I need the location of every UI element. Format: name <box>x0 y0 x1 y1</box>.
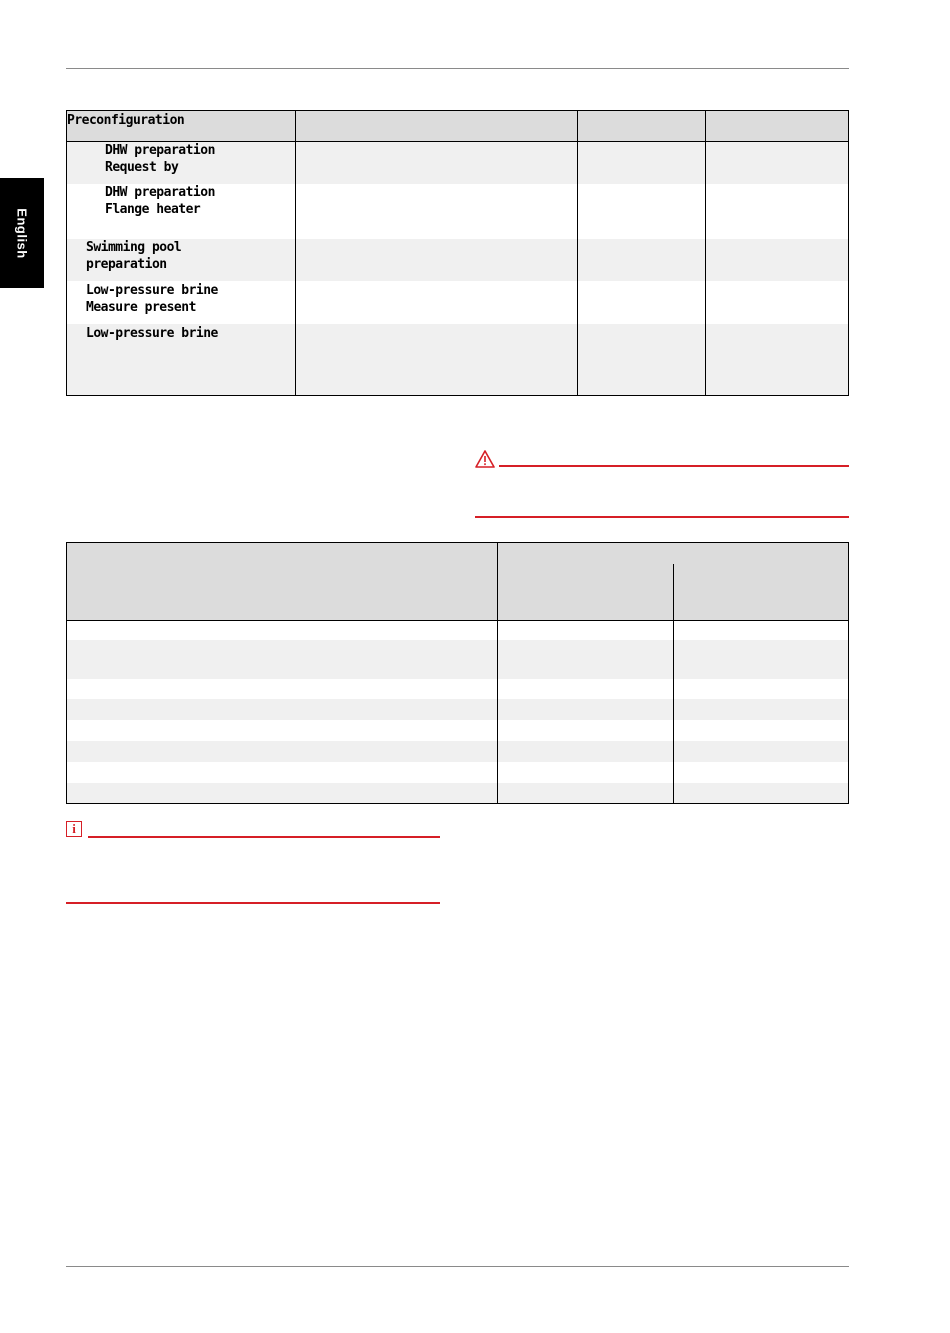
language-tab-label: English <box>14 207 30 259</box>
preconfiguration-table <box>66 110 849 396</box>
table-row <box>67 741 848 762</box>
info-icon: i <box>66 821 82 837</box>
table-row <box>67 783 848 803</box>
table-row <box>67 640 848 679</box>
warning-triangle-icon <box>475 450 495 468</box>
language-tab <box>0 178 44 288</box>
table-row <box>67 620 848 640</box>
table-row <box>67 762 848 783</box>
bottom-rule <box>66 1266 849 1267</box>
row-label: Low-pressure brine <box>86 326 218 341</box>
row-label: DHW preparation Request by <box>105 143 215 175</box>
table-header-label: Preconfiguration <box>67 113 185 128</box>
warning-top-rule <box>499 465 849 467</box>
table-row <box>67 239 848 281</box>
table-row <box>67 699 848 720</box>
column-divider <box>705 111 706 395</box>
warning-bottom-rule <box>475 516 849 518</box>
table-header-row <box>67 543 848 620</box>
top-rule <box>66 68 849 69</box>
column-divider <box>577 111 578 395</box>
info-bottom-rule <box>66 902 440 904</box>
column-divider <box>673 564 674 803</box>
row-label: Swimming pool preparation <box>86 240 182 272</box>
row-label: DHW preparation Flange heater <box>105 185 215 217</box>
column-divider <box>497 543 498 803</box>
data-table <box>66 542 849 804</box>
info-top-rule <box>88 836 440 838</box>
column-divider <box>295 111 296 395</box>
header-divider <box>67 620 848 621</box>
row-label: Low-pressure brine Measure present <box>86 283 218 315</box>
table-row <box>67 720 848 741</box>
table-row <box>67 679 848 699</box>
